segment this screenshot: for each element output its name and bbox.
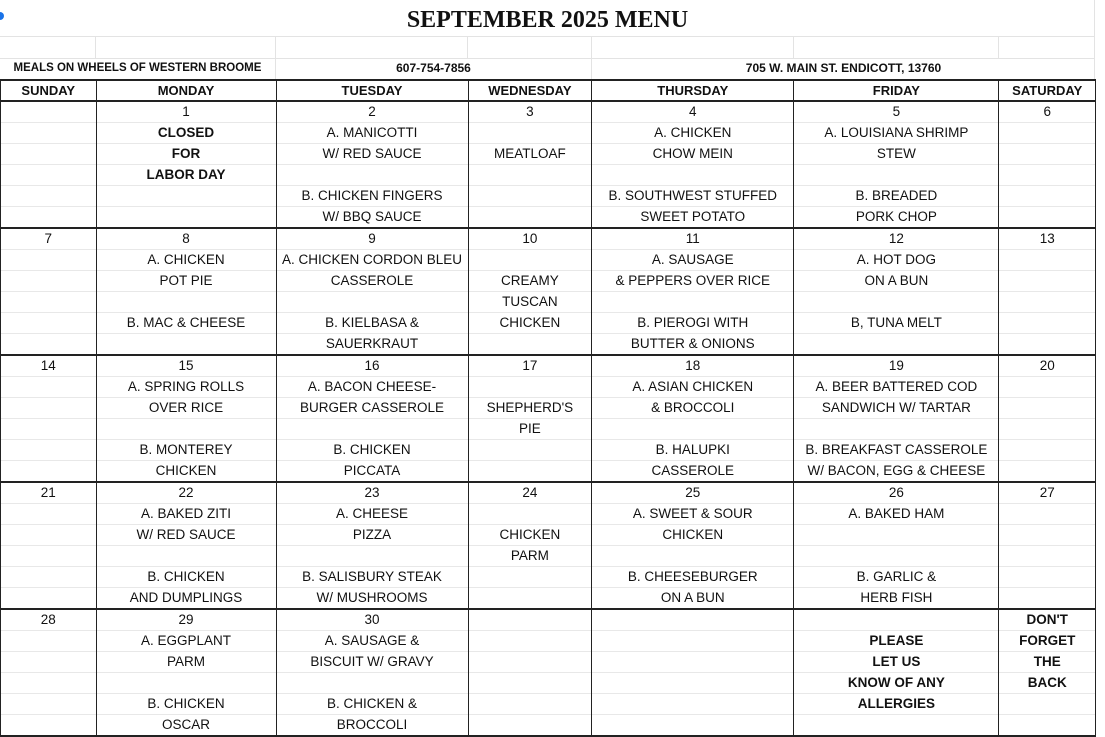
menu-cell-saturday (999, 313, 1096, 334)
menu-cell-sunday (1, 271, 97, 292)
menu-cell-monday: OSCAR (96, 715, 276, 737)
address: 705 W. MAIN ST. ENDICOTT, 13760 (745, 61, 942, 75)
menu-cell-saturday (999, 694, 1096, 715)
menu-cell-wednesday (468, 673, 592, 694)
menu-cell-sunday (1, 631, 97, 652)
week-date-row (1, 482, 1096, 504)
menu-cell-friday (794, 165, 999, 186)
menu-cell-thursday: CASSEROLE (592, 461, 794, 483)
menu-cell-saturday (999, 461, 1096, 483)
menu-cell-sunday (1, 525, 97, 546)
day-header-tuesday: TUESDAY (276, 80, 468, 101)
menu-cell-sunday (1, 186, 97, 207)
menu-cell-sunday (1, 123, 97, 144)
menu-cell-friday: ALLERGIES (794, 694, 999, 715)
day-header-saturday: SATURDAY (999, 80, 1096, 101)
menu-cell-tuesday: A. BACON CHEESE- (276, 377, 468, 398)
date-cell-tuesday: 30 (276, 609, 468, 631)
week-menu-row (1, 673, 1096, 694)
menu-cell-friday: KNOW OF ANY (794, 673, 999, 694)
date-cell-wednesday: 3 (468, 101, 592, 123)
menu-cell-thursday (592, 546, 794, 567)
menu-cell-tuesday (276, 673, 468, 694)
menu-cell-friday: A. HOT DOG (794, 250, 999, 271)
date-cell-wednesday (468, 609, 592, 631)
menu-cell-wednesday (468, 165, 592, 186)
menu-cell-monday (96, 334, 276, 356)
menu-cell-saturday (999, 504, 1096, 525)
menu-cell-wednesday: MEATLOAF (468, 144, 592, 165)
menu-cell-tuesday (276, 292, 468, 313)
calendar-body (1, 101, 1096, 736)
date-cell-sunday: 28 (1, 609, 97, 631)
menu-cell-tuesday: BROCCOLI (276, 715, 468, 737)
menu-cell-sunday (1, 504, 97, 525)
date-cell-sunday: 7 (1, 228, 97, 250)
week-menu-row (1, 144, 1096, 165)
date-cell-wednesday: 24 (468, 482, 592, 504)
week-menu-row (1, 525, 1096, 546)
menu-cell-friday: HERB FISH (794, 588, 999, 610)
day-header-thursday: THURSDAY (592, 80, 794, 101)
gridline (95, 36, 96, 58)
week-menu-row (1, 588, 1096, 610)
organization-name: MEALS ON WHEELS OF WESTERN BROOME (13, 62, 262, 74)
menu-cell-wednesday: PIE (468, 419, 592, 440)
menu-cell-tuesday: BISCUIT W/ GRAVY (276, 652, 468, 673)
week-menu-row (1, 419, 1096, 440)
menu-cell-saturday: BACK (999, 673, 1096, 694)
menu-cell-sunday (1, 250, 97, 271)
menu-cell-wednesday (468, 123, 592, 144)
menu-cell-friday: B. GARLIC & (794, 567, 999, 588)
menu-cell-monday: A. BAKED ZITI (96, 504, 276, 525)
menu-cell-saturday (999, 250, 1096, 271)
menu-cell-friday: W/ BACON, EGG & CHEESE (794, 461, 999, 483)
menu-cell-monday (96, 546, 276, 567)
menu-cell-thursday (592, 652, 794, 673)
menu-cell-monday: A. SPRING ROLLS (96, 377, 276, 398)
menu-cell-thursday (592, 165, 794, 186)
menu-cell-saturday (999, 588, 1096, 610)
menu-cell-thursday: B. HALUPKI (592, 440, 794, 461)
menu-cell-friday: ON A BUN (794, 271, 999, 292)
date-cell-sunday (1, 101, 97, 123)
menu-cell-tuesday: A. MANICOTTI (276, 123, 468, 144)
menu-cell-monday: LABOR DAY (96, 165, 276, 186)
menu-cell-wednesday: CHICKEN (468, 525, 592, 546)
menu-cell-monday (96, 419, 276, 440)
menu-cell-wednesday: CHICKEN (468, 313, 592, 334)
menu-cell-saturday (999, 440, 1096, 461)
menu-cell-sunday (1, 673, 97, 694)
day-header-row (1, 80, 1096, 101)
week-menu-row (1, 461, 1096, 483)
menu-cell-thursday (592, 631, 794, 652)
week-menu-row (1, 440, 1096, 461)
menu-cell-wednesday: PARM (468, 546, 592, 567)
menu-cell-friday: STEW (794, 144, 999, 165)
menu-cell-friday: A. BAKED HAM (794, 504, 999, 525)
menu-cell-monday (96, 673, 276, 694)
menu-cell-thursday: A. CHICKEN (592, 123, 794, 144)
menu-cell-tuesday: B. CHICKEN FINGERS (276, 186, 468, 207)
menu-cell-friday: A. BEER BATTERED COD (794, 377, 999, 398)
menu-title: SEPTEMBER 2025 MENU (406, 7, 689, 33)
menu-cell-tuesday (276, 165, 468, 186)
week-menu-row (1, 398, 1096, 419)
date-cell-tuesday: 23 (276, 482, 468, 504)
week-date-row (1, 355, 1096, 377)
menu-cell-friday (794, 334, 999, 356)
week-menu-row (1, 250, 1096, 271)
menu-cell-saturday (999, 144, 1096, 165)
menu-cell-monday: B. CHICKEN (96, 694, 276, 715)
menu-cell-friday: B. BREAKFAST CASSEROLE (794, 440, 999, 461)
gridline (0, 36, 1095, 37)
menu-cell-thursday: CHICKEN (592, 525, 794, 546)
menu-cell-saturday: THE (999, 652, 1096, 673)
menu-cell-wednesday (468, 186, 592, 207)
menu-cell-friday: LET US (794, 652, 999, 673)
menu-cell-saturday (999, 334, 1096, 356)
date-cell-thursday: 4 (592, 101, 794, 123)
menu-cell-wednesday (468, 652, 592, 673)
menu-cell-monday: B. CHICKEN (96, 567, 276, 588)
menu-cell-wednesday (468, 207, 592, 229)
menu-cell-tuesday: PIZZA (276, 525, 468, 546)
menu-cell-monday: A. EGGPLANT (96, 631, 276, 652)
menu-cell-sunday (1, 694, 97, 715)
menu-cell-thursday: CHOW MEIN (592, 144, 794, 165)
menu-cell-thursday: SWEET POTATO (592, 207, 794, 229)
menu-cell-tuesday (276, 419, 468, 440)
menu-cell-monday (96, 207, 276, 229)
menu-cell-tuesday: W/ RED SAUCE (276, 144, 468, 165)
menu-cell-tuesday: A. CHICKEN CORDON BLEU (276, 250, 468, 271)
menu-cell-tuesday: W/ BBQ SAUCE (276, 207, 468, 229)
menu-cell-monday: OVER RICE (96, 398, 276, 419)
day-header-sunday: SUNDAY (1, 80, 97, 101)
menu-cell-monday: A. CHICKEN (96, 250, 276, 271)
menu-cell-tuesday: A. SAUSAGE & (276, 631, 468, 652)
menu-cell-monday: W/ RED SAUCE (96, 525, 276, 546)
menu-cell-sunday (1, 313, 97, 334)
menu-cell-monday: AND DUMPLINGS (96, 588, 276, 610)
date-cell-thursday: 25 (592, 482, 794, 504)
menu-cell-monday: CHICKEN (96, 461, 276, 483)
menu-cell-tuesday: BURGER CASSEROLE (276, 398, 468, 419)
menu-cell-sunday (1, 419, 97, 440)
week-menu-row (1, 165, 1096, 186)
day-header-monday: MONDAY (96, 80, 276, 101)
menu-cell-wednesday (468, 377, 592, 398)
menu-cell-sunday (1, 567, 97, 588)
menu-cell-tuesday: B. CHICKEN & (276, 694, 468, 715)
menu-cell-tuesday (276, 546, 468, 567)
date-cell-friday: 19 (794, 355, 999, 377)
menu-cell-friday: SANDWICH W/ TARTAR (794, 398, 999, 419)
menu-cell-saturday (999, 292, 1096, 313)
date-cell-tuesday: 9 (276, 228, 468, 250)
menu-cell-saturday (999, 186, 1096, 207)
menu-cell-saturday (999, 419, 1096, 440)
week-menu-row (1, 652, 1096, 673)
menu-cell-monday: B. MAC & CHEESE (96, 313, 276, 334)
date-cell-thursday: 18 (592, 355, 794, 377)
menu-cell-wednesday: TUSCAN (468, 292, 592, 313)
date-cell-saturday: DON'T (999, 609, 1096, 631)
menu-cell-thursday: A. SAUSAGE (592, 250, 794, 271)
menu-cell-wednesday (468, 631, 592, 652)
menu-cell-wednesday: CREAMY (468, 271, 592, 292)
menu-cell-wednesday (468, 504, 592, 525)
menu-cell-wednesday (468, 250, 592, 271)
menu-cell-wednesday (468, 694, 592, 715)
menu-cell-saturday (999, 165, 1096, 186)
week-menu-row (1, 292, 1096, 313)
week-date-row (1, 609, 1096, 631)
week-menu-row (1, 377, 1096, 398)
day-header-wednesday: WEDNESDAY (468, 80, 592, 101)
menu-cell-sunday (1, 334, 97, 356)
week-date-row (1, 101, 1096, 123)
week-menu-row (1, 504, 1096, 525)
menu-cell-thursday: B. PIEROGI WITH (592, 313, 794, 334)
gridline (467, 36, 468, 58)
date-cell-monday: 15 (96, 355, 276, 377)
week-menu-row (1, 631, 1096, 652)
menu-cell-friday (794, 292, 999, 313)
week-menu-row (1, 334, 1096, 356)
gridline (998, 36, 999, 58)
menu-cell-saturday (999, 567, 1096, 588)
menu-cell-sunday (1, 377, 97, 398)
menu-cell-saturday (999, 377, 1096, 398)
menu-cell-sunday (1, 461, 97, 483)
menu-cell-wednesday (468, 440, 592, 461)
menu-cell-monday: FOR (96, 144, 276, 165)
menu-cell-monday: PARM (96, 652, 276, 673)
menu-cell-thursday (592, 419, 794, 440)
menu-cell-saturday (999, 123, 1096, 144)
date-cell-tuesday: 2 (276, 101, 468, 123)
date-cell-monday: 8 (96, 228, 276, 250)
date-cell-saturday: 27 (999, 482, 1096, 504)
date-cell-wednesday: 10 (468, 228, 592, 250)
menu-cell-friday: B, TUNA MELT (794, 313, 999, 334)
menu-cell-saturday: FORGET (999, 631, 1096, 652)
week-menu-row (1, 207, 1096, 229)
week-menu-row (1, 546, 1096, 567)
date-cell-sunday: 14 (1, 355, 97, 377)
menu-cell-sunday (1, 292, 97, 313)
menu-cell-thursday: BUTTER & ONIONS (592, 334, 794, 356)
menu-cell-monday: POT PIE (96, 271, 276, 292)
date-cell-saturday: 20 (999, 355, 1096, 377)
menu-cell-thursday (592, 292, 794, 313)
menu-cell-friday: PORK CHOP (794, 207, 999, 229)
calendar-table (0, 79, 1096, 737)
menu-cell-tuesday: PICCATA (276, 461, 468, 483)
date-cell-thursday (592, 609, 794, 631)
week-menu-row (1, 567, 1096, 588)
menu-cell-saturday (999, 546, 1096, 567)
menu-cell-monday: B. MONTEREY (96, 440, 276, 461)
menu-cell-sunday (1, 652, 97, 673)
menu-cell-sunday (1, 546, 97, 567)
menu-cell-tuesday: B. SALISBURY STEAK (276, 567, 468, 588)
menu-cell-friday: PLEASE (794, 631, 999, 652)
menu-cell-saturday (999, 525, 1096, 546)
date-cell-monday: 22 (96, 482, 276, 504)
menu-cell-thursday: B. CHEESEBURGER (592, 567, 794, 588)
menu-cell-saturday (999, 398, 1096, 419)
menu-cell-tuesday: W/ MUSHROOMS (276, 588, 468, 610)
menu-cell-thursday: & PEPPERS OVER RICE (592, 271, 794, 292)
menu-cell-sunday (1, 398, 97, 419)
date-cell-friday: 5 (794, 101, 999, 123)
menu-cell-thursday (592, 673, 794, 694)
date-cell-saturday: 6 (999, 101, 1096, 123)
menu-cell-wednesday (468, 334, 592, 356)
week-menu-row (1, 186, 1096, 207)
date-cell-friday: 26 (794, 482, 999, 504)
menu-cell-tuesday: B. CHICKEN (276, 440, 468, 461)
menu-cell-tuesday: B. KIELBASA & (276, 313, 468, 334)
menu-cell-thursday: A. ASIAN CHICKEN (592, 377, 794, 398)
menu-cell-friday (794, 525, 999, 546)
phone-number: 607-754-7856 (396, 61, 471, 75)
week-date-row (1, 228, 1096, 250)
menu-cell-sunday (1, 440, 97, 461)
week-menu-row (1, 123, 1096, 144)
menu-cell-thursday: B. SOUTHWEST STUFFED (592, 186, 794, 207)
menu-cell-friday: A. LOUISIANA SHRIMP (794, 123, 999, 144)
menu-cell-friday (794, 546, 999, 567)
menu-cell-thursday: A. SWEET & SOUR (592, 504, 794, 525)
date-cell-friday (794, 609, 999, 631)
date-cell-thursday: 11 (592, 228, 794, 250)
menu-cell-monday (96, 186, 276, 207)
week-menu-row (1, 271, 1096, 292)
date-cell-monday: 29 (96, 609, 276, 631)
menu-cell-tuesday: CASSEROLE (276, 271, 468, 292)
menu-cell-sunday (1, 588, 97, 610)
week-menu-row (1, 694, 1096, 715)
menu-cell-thursday: ON A BUN (592, 588, 794, 610)
date-cell-monday: 1 (96, 101, 276, 123)
menu-cell-sunday (1, 144, 97, 165)
menu-cell-monday: CLOSED (96, 123, 276, 144)
date-cell-friday: 12 (794, 228, 999, 250)
menu-cell-friday (794, 419, 999, 440)
menu-cell-thursday (592, 694, 794, 715)
menu-cell-friday: B. BREADED (794, 186, 999, 207)
day-header-friday: FRIDAY (794, 80, 999, 101)
date-cell-tuesday: 16 (276, 355, 468, 377)
menu-cell-saturday (999, 207, 1096, 229)
menu-cell-wednesday (468, 588, 592, 610)
menu-cell-tuesday: SAUERKRAUT (276, 334, 468, 356)
menu-cell-sunday (1, 207, 97, 229)
menu-cell-tuesday: A. CHEESE (276, 504, 468, 525)
menu-cell-sunday (1, 165, 97, 186)
date-cell-saturday: 13 (999, 228, 1096, 250)
date-cell-wednesday: 17 (468, 355, 592, 377)
menu-cell-wednesday: SHEPHERD'S (468, 398, 592, 419)
menu-cell-wednesday (468, 567, 592, 588)
menu-cell-thursday: & BROCCOLI (592, 398, 794, 419)
menu-cell-saturday (999, 271, 1096, 292)
week-menu-row (1, 313, 1096, 334)
gridline (793, 36, 794, 58)
menu-cell-wednesday (468, 461, 592, 483)
date-cell-sunday: 21 (1, 482, 97, 504)
menu-cell-monday (96, 292, 276, 313)
